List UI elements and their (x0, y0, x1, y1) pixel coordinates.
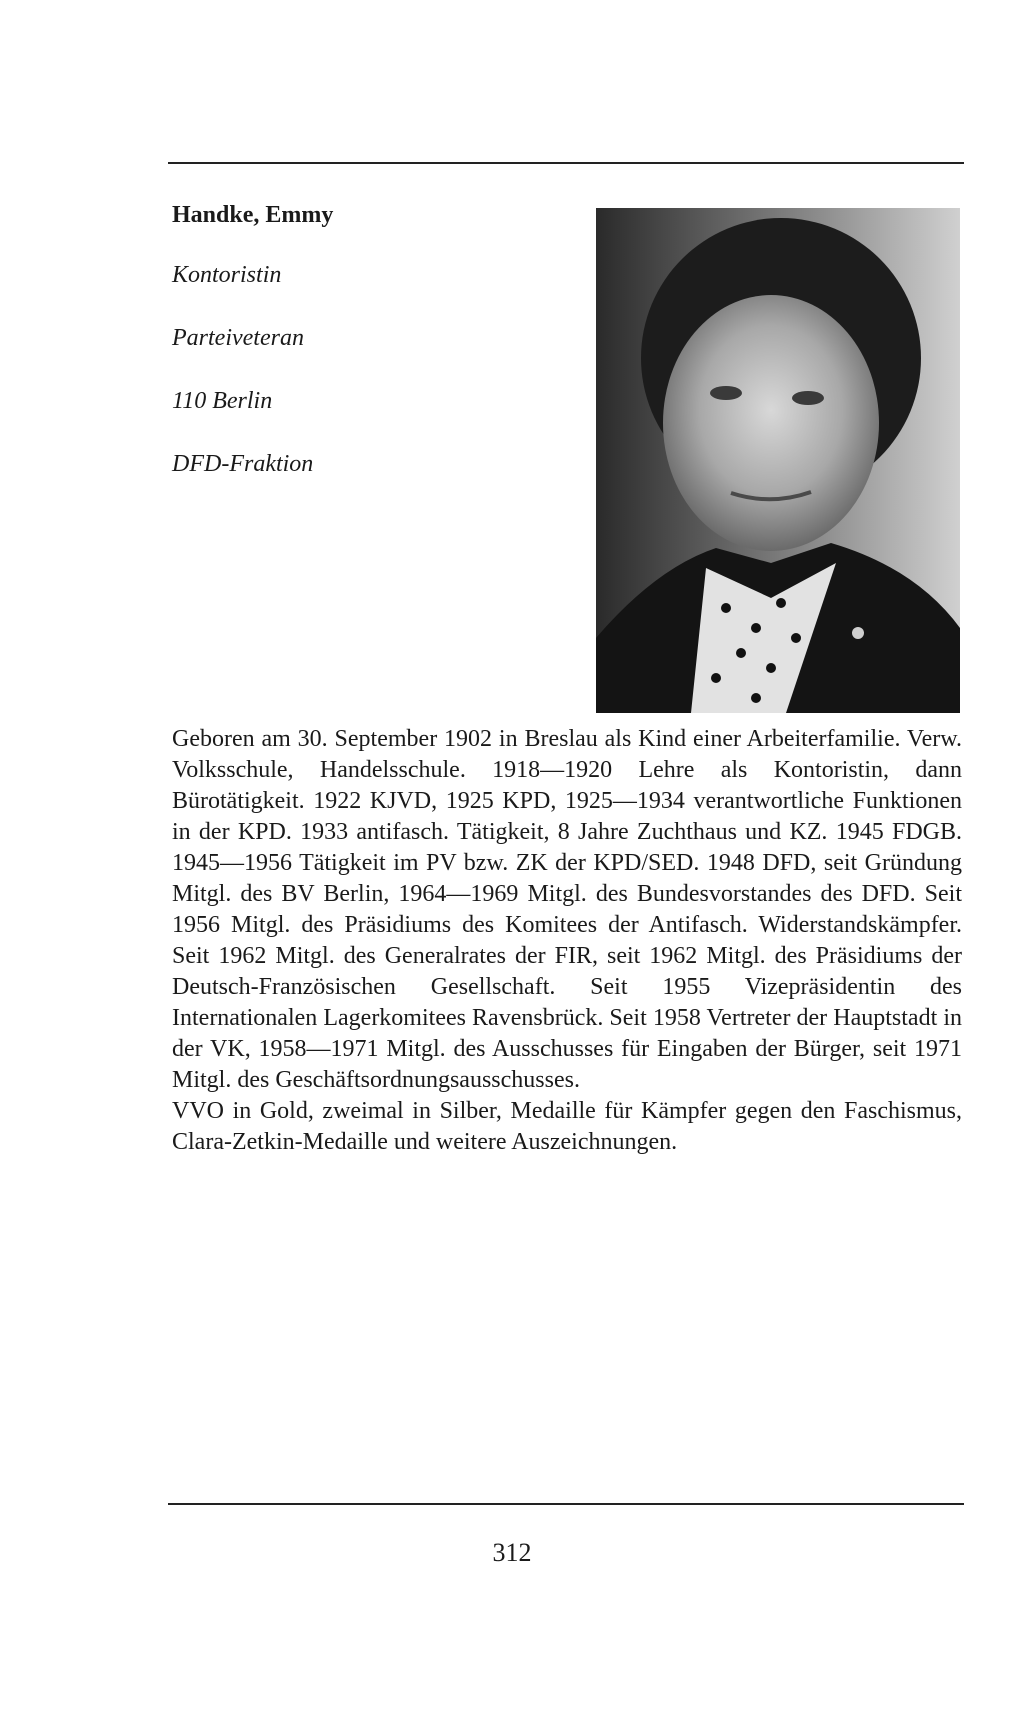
occupation: Kontoristin (172, 262, 282, 288)
page-number: 312 (492, 1538, 532, 1567)
biography-text (172, 724, 962, 1158)
awards-paragraph: VVO in Gold, zweimal in Silber, Medaille für Kämpfer gegen den Faschismus, Clara-Zetkin-Medaille und weitere Auszeichnungen. (172, 1098, 962, 1155)
location: 110 Berlin (172, 388, 273, 414)
party-status: Parteiveteran (172, 325, 304, 351)
portrait-illustration (596, 208, 960, 713)
biography-paragraph: Geboren am 30. September 1902 in Breslau als Kind einer Arbeiterfamilie. Verw. Volksschule, Handelsschule. 1918—1920 Lehre als Kontoristin, dann Bürotätigkeit. 1922 KJVD, 1925 KPD, 1925—1934 verantwortliche Funktionen in der KPD. 1933 antifasch. Tätigkeit, 8 Jahre Zuchthaus und KZ. 1945 FDGB. 1945—1956 Tätigkeit im PV bzw. ZK der KPD/SED. 1948 DFD, seit Gründung Mitgl. des BV Berlin, 1964—1969 Mitgl. des Bundesvorstandes des DFD. Seit 1956 Mitgl. des Präsidiums des Komitees der Antifasch. Widerstandskämpfer. Seit 1962 Mitgl. des Generalrates der FIR, seit 1962 Mitgl. des Präsidiums der Deutsch-Französischen Gesellschaft. Seit 1955 Vizepräsidentin des Internationalen Lagerkomitees Ravensbrück. Seit 1958 Vertreter der Hauptstadt in der VK, 1958—1971 Mitgl. des Ausschusses für Eingaben der Bürger, seit 1971 Mitgl. des Geschäftsordnungsausschusses. (172, 726, 962, 1093)
person-name: Handke, Emmy (172, 202, 334, 228)
portrait-photo (596, 208, 960, 713)
bottom-rule (168, 1503, 964, 1505)
faction: DFD-Fraktion (172, 451, 314, 477)
top-rule (168, 162, 964, 164)
